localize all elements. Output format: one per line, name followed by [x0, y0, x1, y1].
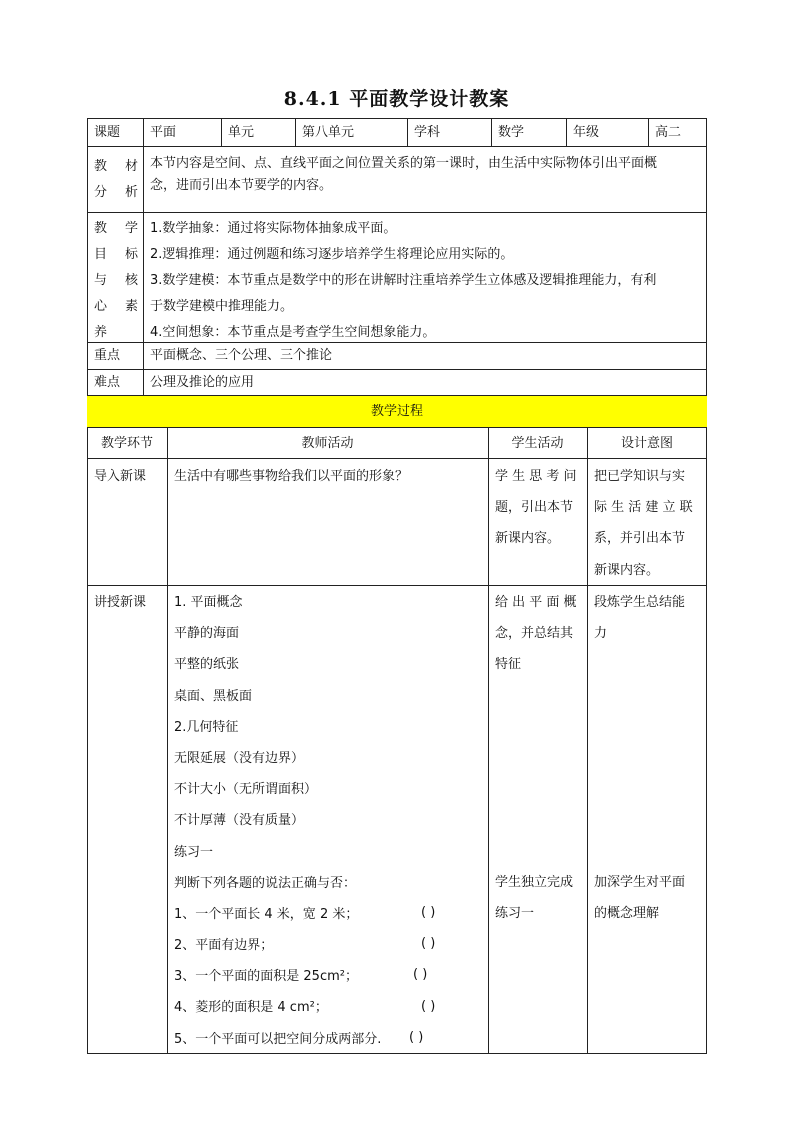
column-header-intent: 设计意图 — [620, 436, 673, 451]
difficulty-label: 难点 — [94, 375, 121, 390]
lesson-value: 平面 — [150, 125, 177, 140]
new-stage: 讲授新课 — [94, 595, 147, 610]
key-points-label: 重点 — [94, 348, 121, 363]
answer-paren-2: ( ) — [421, 936, 436, 951]
difficulty-value: 公理及推论的应用 — [150, 375, 255, 390]
page-title: 8.4.1 平面教学设计教案 — [283, 88, 510, 110]
answer-paren-5: ( ) — [409, 1030, 424, 1045]
goals-label: 教 学 目 标 与 核 心 素 养 — [94, 221, 138, 340]
column-header-stage: 教学环节 — [100, 436, 153, 451]
new-intent-2: 加深学生对平面 的概念理解 — [594, 875, 686, 922]
analysis-text: 本节内容是空间、点、直线平面之间位置关系的第一课时，由生活中实际物体引出平面概 念，进而引出本节要学的内容。 — [150, 156, 658, 193]
intro-stage: 导入新课 — [94, 469, 147, 484]
new-teacher: 1. 平面概念 平静的海面 平整的纸张 桌面、黑板面 2.几何特征 无限延展（没有边界） 不计大小（无所谓面积） 不计厚薄（没有质量） 练习一 判断下列各题的说法正确与否： 1、一个平面长 4 米，宽 2 米； 2、平面有边界； 3、一个平面的面积是 25cm²； 4、菱形的面积是 4 cm²； 5、一个平面可以把空间分成两部分. — [174, 595, 382, 1047]
goals-text: 1.数学抽象：通过将实际物体抽象成平面。 2.逻辑推理：通过例题和练习逐步培养学生将理论应用实际的。 3.数学建模：本节重点是数学中的形在讲解时注重培养学生立体感及逻辑推理能力，有利 于数学建模中推理能力。 4.空间想象：本节重点是考查学生空间想象能力。 — [150, 221, 657, 340]
intro-student: 学 生 思 考 问 题，引出本节 新课内容。 — [495, 469, 577, 547]
answer-paren-3: ( ) — [413, 967, 428, 982]
process-band-title: 教学过程 — [370, 404, 423, 419]
answer-paren-1: ( ) — [421, 905, 436, 920]
answer-paren-4: ( ) — [421, 999, 436, 1014]
analysis-label: 教 材 分 析 — [94, 159, 138, 200]
column-header-student: 学生活动 — [511, 436, 564, 451]
grade-value: 高二 — [655, 125, 682, 140]
new-student-2: 学生独立完成 练习一 — [495, 875, 574, 922]
column-header-teacher: 教师活动 — [301, 436, 354, 451]
grade-label: 年级 — [573, 125, 600, 140]
unit-label: 单元 — [228, 125, 255, 140]
lesson-label: 课题 — [94, 125, 121, 140]
intro-intent: 把已学知识与实 际 生 活 建 立 联 系，并引出本节 新课内容。 — [594, 469, 693, 578]
intro-teacher: 生活中有哪些事物给我们以平面的形象？ — [174, 469, 409, 484]
new-intent-1: 段炼学生总结能 力 — [594, 595, 686, 642]
subject-label: 学科 — [414, 125, 441, 140]
new-student-1: 给 出 平 面 概 念，并总结其 特征 — [495, 595, 577, 673]
key-points-value: 平面概念、三个公理、三个推论 — [150, 348, 333, 363]
unit-value: 第八单元 — [302, 125, 355, 140]
subject-value: 数学 — [498, 125, 525, 140]
